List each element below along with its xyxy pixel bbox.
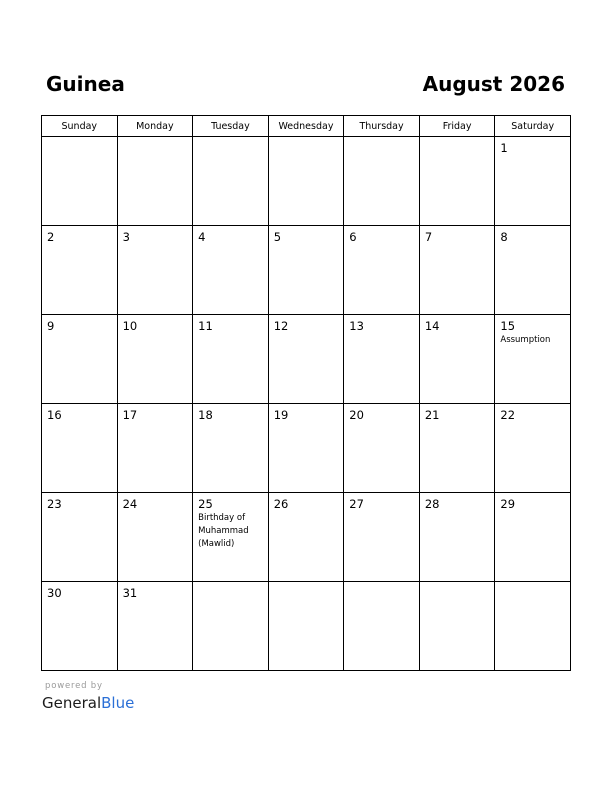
- weekday-sunday: Sunday: [42, 116, 118, 137]
- day-cell: [117, 582, 193, 671]
- day-number: 19: [273, 408, 289, 422]
- day-cell: [193, 582, 269, 671]
- day-number: 23: [47, 497, 62, 511]
- day-number: 18: [198, 408, 213, 422]
- day-number: 28: [424, 497, 440, 511]
- day-cell: [419, 226, 495, 315]
- week-row: [42, 137, 571, 226]
- week-row: [42, 493, 571, 582]
- day-cell: [193, 404, 269, 493]
- day-number: 8: [500, 230, 508, 244]
- day-cell: [419, 582, 495, 671]
- day-number: 17: [122, 408, 138, 422]
- day-cell: [268, 404, 344, 493]
- day-number: 21: [424, 408, 440, 422]
- day-cell: [495, 493, 571, 582]
- calendar-grid: [41, 115, 571, 671]
- brand-blue-text: Blue: [101, 694, 135, 712]
- day-cell: [419, 404, 495, 493]
- day-number: 10: [122, 319, 138, 333]
- day-cell: [495, 137, 571, 226]
- day-number: 2: [47, 230, 55, 244]
- day-cell: [419, 315, 495, 404]
- day-number: 1: [500, 141, 508, 155]
- day-number: 15: [500, 319, 516, 333]
- day-number: 24: [122, 497, 138, 511]
- day-number: 7: [424, 230, 433, 244]
- day-cell: [42, 315, 118, 404]
- weekday-friday: Friday: [419, 116, 495, 137]
- day-number: 5: [273, 230, 282, 244]
- weekday-wednesday: Wednesday: [268, 116, 344, 137]
- day-cell: [268, 226, 344, 315]
- generalblue-logo[interactable]: [42, 693, 134, 713]
- day-cell: [268, 315, 344, 404]
- day-number: 12: [273, 319, 289, 333]
- month-year-title: August 2026: [422, 72, 565, 96]
- day-cell: [42, 137, 118, 226]
- day-cell: [344, 404, 420, 493]
- day-number: 9: [47, 319, 55, 333]
- day-number: 14: [424, 319, 440, 333]
- week-row: [42, 582, 571, 671]
- day-number: 13: [349, 319, 364, 333]
- day-cell: [42, 404, 118, 493]
- day-number: 27: [349, 497, 364, 511]
- day-cell: [117, 315, 193, 404]
- day-number: 4: [198, 230, 206, 244]
- day-number: 25: [198, 497, 213, 511]
- day-cell: [344, 582, 420, 671]
- holiday-label: Birthday of Muhammad (Mawlid): [198, 513, 249, 549]
- day-cell: [495, 226, 571, 315]
- day-cell: [419, 493, 495, 582]
- day-number: 16: [47, 408, 62, 422]
- day-cell: [495, 582, 571, 671]
- day-number: 29: [500, 497, 516, 511]
- weekday-saturday: Saturday: [495, 116, 571, 137]
- day-cell: [42, 226, 118, 315]
- day-cell: [268, 137, 344, 226]
- week-row: [42, 315, 571, 404]
- holiday-label: Assumption: [500, 335, 551, 345]
- day-cell: [117, 226, 193, 315]
- day-cell: [268, 493, 344, 582]
- day-cell: [344, 493, 420, 582]
- day-cell: [42, 493, 118, 582]
- day-cell: [117, 404, 193, 493]
- weekday-thursday: Thursday: [344, 116, 420, 137]
- brand-general-text: General: [42, 694, 102, 712]
- weekday-header-row: [42, 116, 571, 137]
- day-cell: [42, 582, 118, 671]
- week-row: [42, 404, 571, 493]
- day-cell: [117, 137, 193, 226]
- day-cell: [268, 582, 344, 671]
- day-cell: [117, 493, 193, 582]
- day-number: 6: [349, 230, 357, 244]
- day-cell: [344, 137, 420, 226]
- footer-branding: [42, 681, 134, 713]
- day-cell: [495, 404, 571, 493]
- day-cell: [193, 137, 269, 226]
- day-cell: [344, 315, 420, 404]
- day-cell: [193, 226, 269, 315]
- day-cell: [193, 315, 269, 404]
- day-cell: [495, 315, 571, 404]
- day-number: 3: [122, 230, 130, 244]
- day-number: 22: [500, 408, 516, 422]
- day-number: 31: [122, 586, 138, 600]
- day-cell: [419, 137, 495, 226]
- weekday-monday: Monday: [117, 116, 193, 137]
- day-number: 30: [47, 586, 62, 600]
- weekday-tuesday: Tuesday: [193, 116, 269, 137]
- day-cell: [193, 493, 269, 582]
- country-title: Guinea: [46, 72, 125, 96]
- day-number: 26: [273, 497, 289, 511]
- day-cell: [344, 226, 420, 315]
- day-number: 11: [198, 319, 213, 333]
- week-row: [42, 226, 571, 315]
- powered-by-text: powered by: [45, 681, 103, 691]
- day-number: 20: [349, 408, 364, 422]
